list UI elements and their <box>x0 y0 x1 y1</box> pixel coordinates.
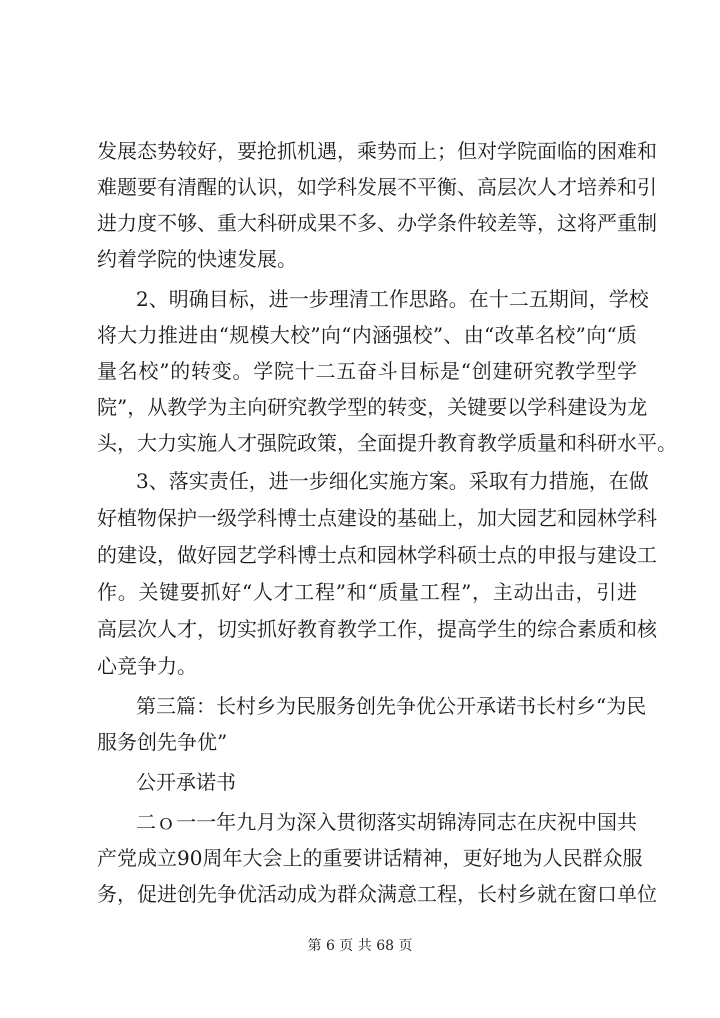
text-line: 好植物保护一级学科博士点建设的基础上，加大园艺和园林学科 <box>97 506 657 530</box>
text-line: 二ｏ一一年九月为深入贯彻落实胡锦涛同志在庆祝中国共 <box>136 810 637 834</box>
text-line: 发展态势较好，要抢抓机遇，乘势而上；但对学院面临的困难和 <box>97 139 657 163</box>
page-number-footer: 第 6 页 共 68 页 <box>307 938 413 954</box>
text-line: 心竞争力。 <box>97 654 197 678</box>
section-heading-line: 服务创先争优” <box>97 730 228 754</box>
section-heading-line: 第三篇：长村乡为民服务创先争优公开承诺书长村乡“为民 <box>136 694 647 718</box>
text-line: 作。关键要抓好“人才工程”和“质量工程”，主动出击，引进 <box>97 580 637 604</box>
text-line: 院”，从教学为主向研究教学型的转变，关键要以学科建设为龙 <box>97 395 648 419</box>
text-line: 难题要有清醒的认识，如学科发展不平衡、高层次人才培养和引 <box>97 175 657 199</box>
text-line: 2、明确目标，进一步理清工作思路。在十二五期间，学校 <box>136 287 649 311</box>
text-line: 务，促进创先争优活动成为群众满意工程，长村乡就在窗口单位 <box>97 882 657 906</box>
subtitle-line: 公开承诺书 <box>136 770 236 794</box>
text-line: 量名校”的转变。学院十二五奋斗目标是“创建研究教学型学 <box>97 359 637 383</box>
text-line: 产党成立90周年大会上的重要讲话精神，更好地为人民群众服 <box>97 846 643 870</box>
text-line: 高层次人才，切实抓好教育教学工作，提高学生的综合素质和核 <box>97 617 657 641</box>
text-line: 的建设，做好园艺学科博士点和园林学科硕士点的申报与建设工 <box>97 543 657 567</box>
text-line: 进力度不够、重大科研成果不多、办学条件较差等，这将严重制 <box>97 211 657 235</box>
text-line: 将大力推进由“规模大校”向“内涵强校”、由“改革名校”向“质 <box>97 323 637 347</box>
text-line: 3、落实责任，进一步细化实施方案。采取有力措施，在做 <box>136 469 649 493</box>
text-line: 头，大力实施人才强院政策，全面提升教育教学质量和科研水平。 <box>97 431 677 455</box>
text-line: 约着学院的快速发展。 <box>97 247 297 271</box>
